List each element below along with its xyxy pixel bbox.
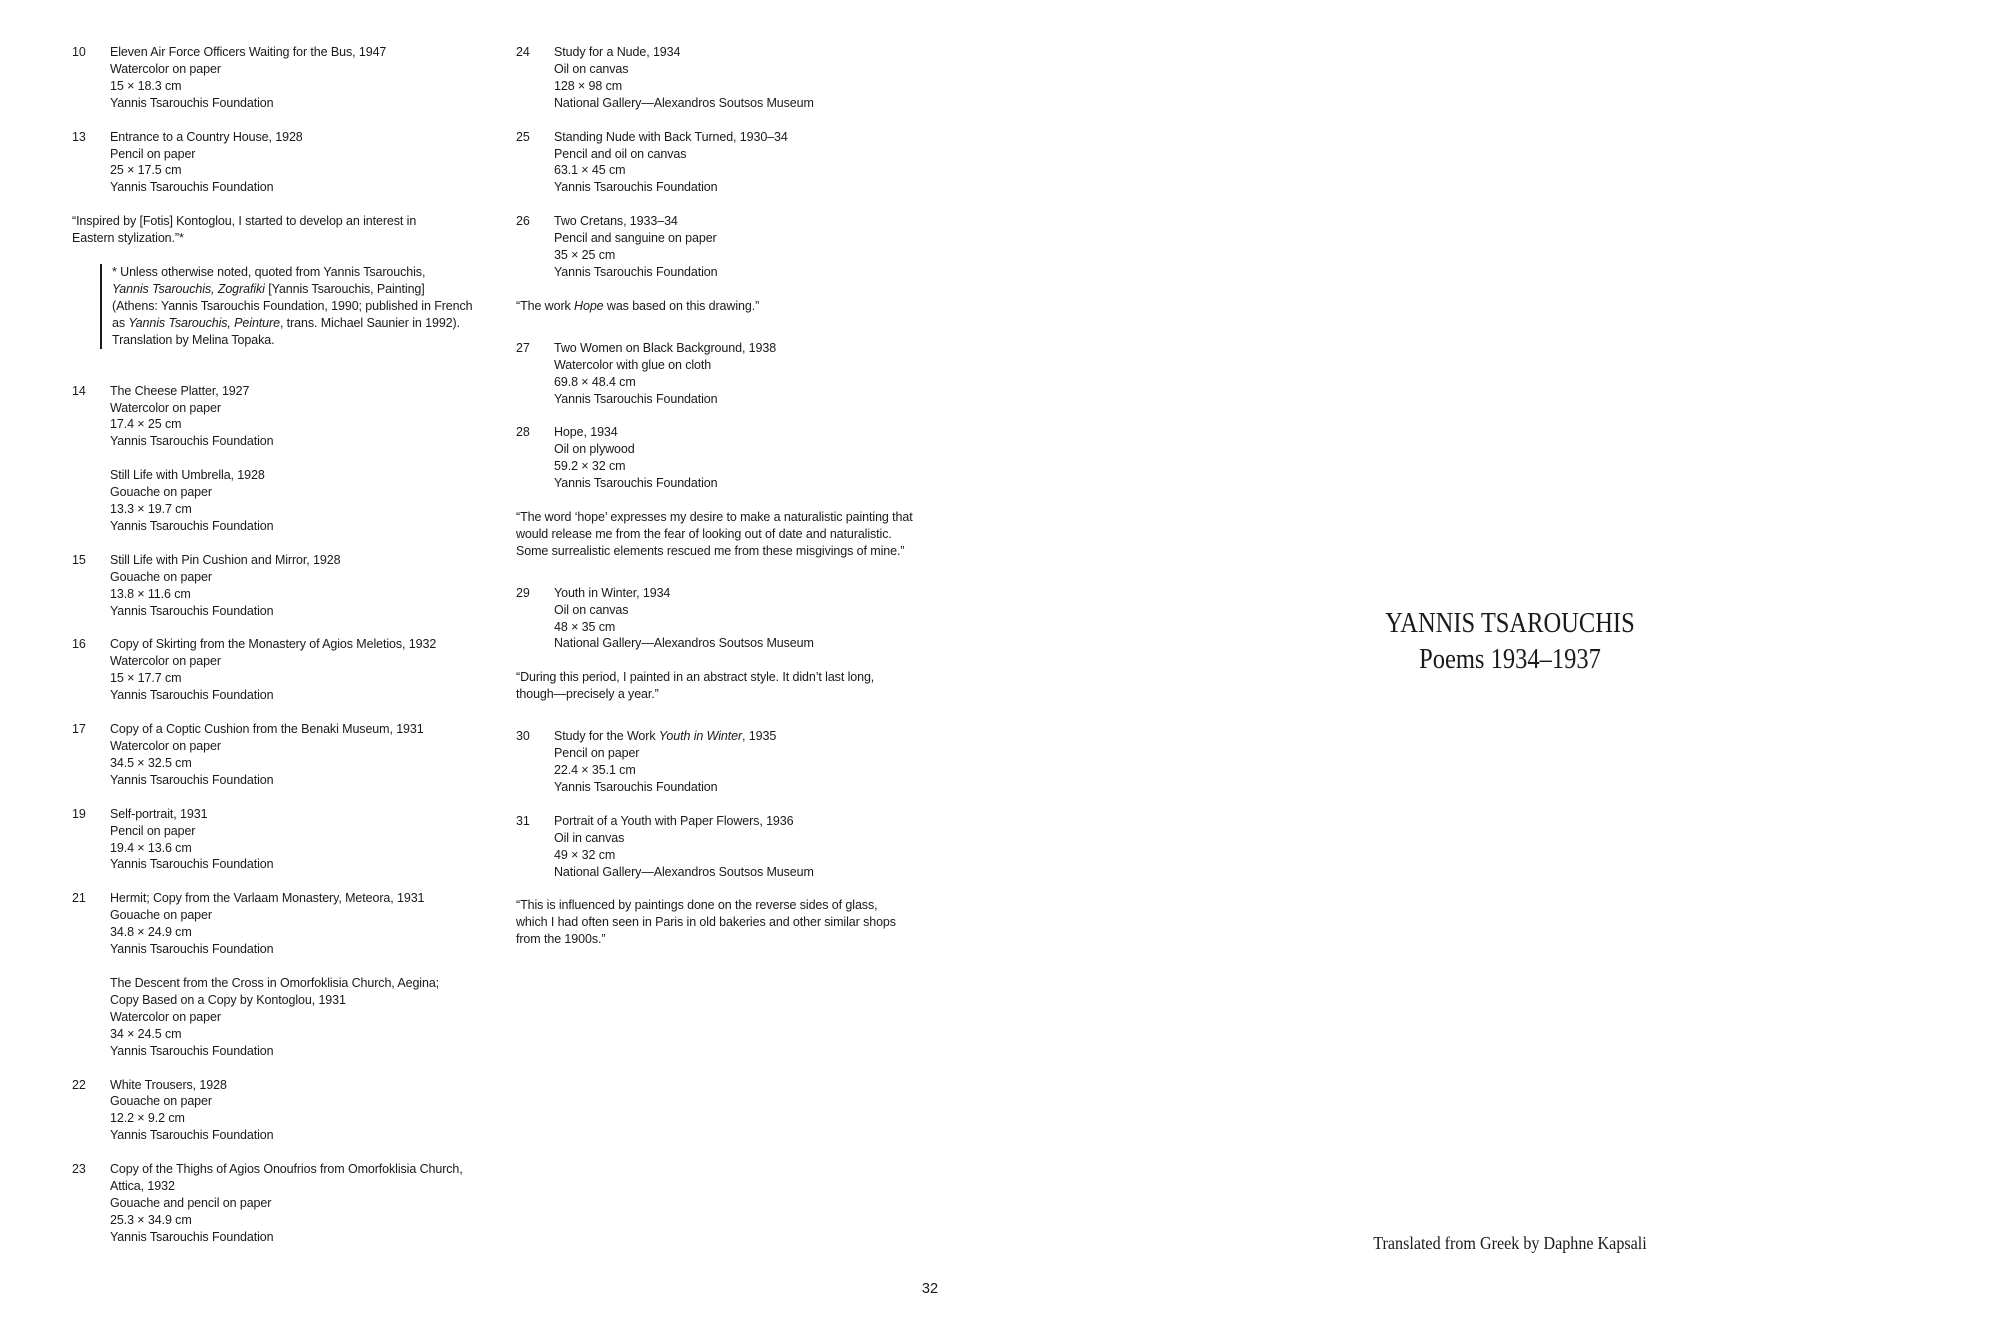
entry-number: 25: [516, 129, 530, 144]
entry-dimensions: 15 × 18.3 cm: [110, 78, 182, 93]
catalog-entry: [516, 585, 936, 653]
entry-dimensions: 19.4 × 13.6 cm: [110, 840, 192, 855]
entry-dimensions: 69.8 × 48.4 cm: [554, 374, 636, 389]
entry-medium: Oil on plywood: [554, 442, 635, 457]
entry-collection: Yannis Tsarouchis Foundation: [110, 180, 274, 195]
entry-dimensions: 128 × 98 cm: [554, 78, 623, 93]
quote-line: though—precisely a year.”: [516, 687, 659, 702]
quote-line: Some surrealistic elements rescued me from these misgivings of mine.”: [516, 543, 905, 558]
catalog-entry: [72, 721, 492, 789]
footnote-line: Translation by Melina Topaka.: [112, 332, 275, 347]
entry-title: Copy Based on a Copy by Kontoglou, 1931: [110, 992, 346, 1007]
entry-medium: Watercolor on paper: [110, 1009, 221, 1024]
entry-number: 30: [516, 729, 530, 744]
entry-collection: Yannis Tsarouchis Foundation: [554, 779, 718, 794]
entry-title: Study for a Nude, 1934: [554, 45, 681, 59]
entry-collection: National Gallery—Alexandros Soutsos Museum: [554, 95, 814, 110]
quote-line: “The work Hope was based on this drawing.”: [516, 298, 760, 313]
footnote-line: as Yannis Tsarouchis, Peinture, trans. Michael Saunier in 1992).: [112, 315, 460, 330]
catalog-column-right: [516, 44, 936, 965]
entry-dimensions: 34 × 24.5 cm: [110, 1026, 182, 1041]
entry-medium: Watercolor with glue on cloth: [554, 357, 712, 372]
entry-number: 19: [72, 806, 86, 821]
artist-quote: [516, 897, 936, 948]
entry-number: 27: [516, 340, 530, 355]
quote-line: “During this period, I painted in an abstract style. It didn’t last long,: [516, 670, 875, 685]
entry-title: Copy of Skirting from the Monastery of Agios Meletios, 1932: [110, 637, 437, 652]
catalog-entry: [516, 813, 936, 881]
entry-title: Study for the Work Youth in Winter, 1935: [554, 729, 777, 744]
entry-title: Hope, 1934: [554, 425, 618, 440]
entry-medium: Watercolor on paper: [110, 739, 221, 753]
catalog-column-left: [72, 44, 492, 1263]
entry-number: 13: [72, 129, 86, 144]
quote-line: Eastern stylization.”*: [72, 231, 184, 246]
entry-collection: Yannis Tsarouchis Foundation: [110, 518, 274, 533]
entry-number: 29: [516, 585, 530, 600]
entry-dimensions: 25.3 × 34.9 cm: [110, 1212, 192, 1227]
quote-line: which I had often seen in Paris in old bakeries and other similar shops: [516, 915, 896, 930]
author-name: YANNIS TSAROUCHIS: [1385, 608, 1635, 639]
entry-medium: Pencil and oil on canvas: [554, 146, 687, 161]
entry-title: The Cheese Platter, 1927: [110, 383, 250, 398]
entry-dimensions: 22.4 × 35.1 cm: [554, 763, 636, 777]
entry-number: 17: [72, 722, 86, 737]
entry-number: 16: [72, 637, 86, 652]
catalog-entry: [516, 44, 936, 112]
work-title: Poems 1934–1937: [1419, 644, 1601, 675]
entry-dimensions: 17.4 × 25 cm: [110, 417, 182, 432]
entry-collection: Yannis Tsarouchis Foundation: [110, 434, 274, 449]
entry-collection: Yannis Tsarouchis Foundation: [554, 264, 718, 279]
page-number: 32: [921, 1281, 939, 1297]
quote-line: “The word ‘hope’ expresses my desire to make a naturalistic painting that: [516, 510, 913, 525]
entry-dimensions: 13.3 × 19.7 cm: [110, 502, 192, 517]
quote-line: would release me from the fear of looking out of date and naturalistic.: [516, 526, 892, 541]
entry-collection: Yannis Tsarouchis Foundation: [110, 857, 274, 872]
catalog-entry: [72, 552, 492, 620]
entry-title: Self-portrait, 1931: [110, 806, 208, 821]
entry-number: 28: [516, 425, 530, 440]
entry-number: 15: [72, 552, 86, 567]
entry-medium: Pencil on paper: [554, 746, 640, 761]
entry-medium: Pencil on paper: [110, 146, 196, 161]
entry-medium: Oil in canvas: [554, 830, 625, 845]
entry-collection: Yannis Tsarouchis Foundation: [110, 772, 274, 787]
entry-title: Attica, 1932: [110, 1179, 175, 1194]
entry-medium: Pencil on paper: [110, 823, 196, 838]
entry-dimensions: 12.2 × 9.2 cm: [110, 1111, 185, 1126]
entry-title: Portrait of a Youth with Paper Flowers, 1936: [554, 813, 794, 828]
catalog-entry: [72, 890, 492, 1059]
entry-medium: Watercolor on paper: [110, 654, 221, 669]
entry-dimensions: 48 × 35 cm: [554, 619, 616, 634]
entry-number: 10: [72, 45, 86, 59]
entry-medium: Gouache on paper: [110, 908, 212, 923]
entry-collection: Yannis Tsarouchis Foundation: [110, 688, 274, 703]
entry-dimensions: 63.1 × 45 cm: [554, 163, 626, 178]
artist-quote: [516, 669, 936, 703]
entry-title: White Trousers, 1928: [110, 1077, 227, 1092]
entry-dimensions: 35 × 25 cm: [554, 248, 616, 263]
entry-dimensions: 34.8 × 24.9 cm: [110, 925, 192, 940]
entry-number: 24: [516, 45, 530, 59]
entry-title: Still Life with Umbrella, 1928: [110, 468, 265, 483]
entry-collection: Yannis Tsarouchis Foundation: [110, 1128, 274, 1143]
catalog-entry: [72, 1161, 492, 1246]
entry-number: 26: [516, 214, 530, 229]
catalog-entry: [72, 383, 492, 535]
entry-dimensions: 49 × 32 cm: [554, 847, 616, 862]
artist-quote: [516, 509, 936, 560]
entry-medium: Oil on canvas: [554, 602, 629, 617]
footnote-line: Yannis Tsarouchis, Zografiki [Yannis Tsarouchis, Painting]: [112, 281, 425, 296]
entry-number: 23: [72, 1162, 86, 1177]
quote-line: “Inspired by [Fotis] Kontoglou, I started to develop an interest in: [72, 214, 417, 229]
entry-title: Two Women on Black Background, 1938: [554, 340, 777, 355]
entry-dimensions: 25 × 17.5 cm: [110, 163, 182, 178]
footnote: [100, 264, 492, 349]
catalog-entry: [516, 129, 936, 197]
entry-title: Standing Nude with Back Turned, 1930–34: [554, 129, 788, 144]
entry-collection: Yannis Tsarouchis Foundation: [110, 942, 274, 957]
quote-line: “This is influenced by paintings done on the reverse sides of glass,: [516, 898, 878, 913]
catalog-entry: [72, 44, 492, 112]
entry-number: 31: [516, 813, 530, 828]
entry-title: Two Cretans, 1933–34: [554, 214, 678, 229]
title-page-heading: [1338, 606, 1682, 678]
entry-collection: Yannis Tsarouchis Foundation: [554, 476, 718, 491]
entry-title: Eleven Air Force Officers Waiting for the Bus, 1947: [110, 45, 387, 59]
entry-title: Copy of a Coptic Cushion from the Benaki Museum, 1931: [110, 722, 424, 737]
entry-title: Entrance to a Country House, 1928: [110, 129, 303, 144]
entry-title: Copy of the Thighs of Agios Onoufrios from Omorfoklisia Church,: [110, 1162, 463, 1177]
entry-title: Hermit; Copy from the Varlaam Monastery, Meteora, 1931: [110, 891, 425, 906]
catalog-entry: [516, 424, 936, 492]
catalog-entry: [516, 340, 936, 408]
entry-medium: Gouache and pencil on paper: [110, 1195, 272, 1210]
entry-medium: Gouache on paper: [110, 485, 212, 500]
entry-collection: Yannis Tsarouchis Foundation: [110, 1043, 274, 1058]
entry-medium: Pencil and sanguine on paper: [554, 231, 717, 246]
entry-title: Youth in Winter, 1934: [554, 585, 671, 600]
entry-dimensions: 59.2 × 32 cm: [554, 459, 626, 474]
catalog-entry: [72, 636, 492, 704]
entry-title: Still Life with Pin Cushion and Mirror, 1928: [110, 552, 341, 567]
entry-collection: Yannis Tsarouchis Foundation: [110, 95, 274, 110]
entry-medium: Watercolor on paper: [110, 400, 221, 415]
entry-title: The Descent from the Cross in Omorfoklisia Church, Aegina;: [110, 975, 440, 990]
translator-credit: Translated from Greek by Daphne Kapsali: [1373, 1233, 1647, 1253]
entry-medium: Gouache on paper: [110, 1094, 212, 1109]
catalog-entry: [72, 129, 492, 197]
quote-line: from the 1900s.”: [516, 932, 606, 947]
entry-number: 14: [72, 383, 86, 398]
catalog-entry: [72, 806, 492, 874]
entry-number: 22: [72, 1077, 86, 1092]
entry-collection: Yannis Tsarouchis Foundation: [554, 180, 718, 195]
catalog-entry: [516, 728, 936, 796]
footnote-line: * Unless otherwise noted, quoted from Yannis Tsarouchis,: [112, 265, 426, 280]
catalog-entry: [516, 213, 936, 281]
artist-quote: [72, 213, 492, 247]
entry-dimensions: 15 × 17.7 cm: [110, 671, 182, 686]
footnote-line: (Athens: Yannis Tsarouchis Foundation, 1990; published in French: [112, 298, 473, 313]
entry-collection: National Gallery—Alexandros Soutsos Museum: [554, 864, 814, 879]
entry-collection: Yannis Tsarouchis Foundation: [110, 1229, 274, 1244]
catalog-entry: [72, 1077, 492, 1145]
entry-medium: Gouache on paper: [110, 569, 212, 584]
entry-medium: Watercolor on paper: [110, 61, 221, 76]
entry-dimensions: 34.5 × 32.5 cm: [110, 755, 192, 770]
entry-collection: Yannis Tsarouchis Foundation: [110, 603, 274, 618]
entry-collection: Yannis Tsarouchis Foundation: [554, 391, 718, 406]
entry-collection: National Gallery—Alexandros Soutsos Museum: [554, 636, 814, 651]
entry-number: 21: [72, 891, 86, 906]
artist-quote: [516, 298, 936, 315]
entry-dimensions: 13.8 × 11.6 cm: [110, 586, 191, 601]
entry-medium: Oil on canvas: [554, 61, 629, 76]
